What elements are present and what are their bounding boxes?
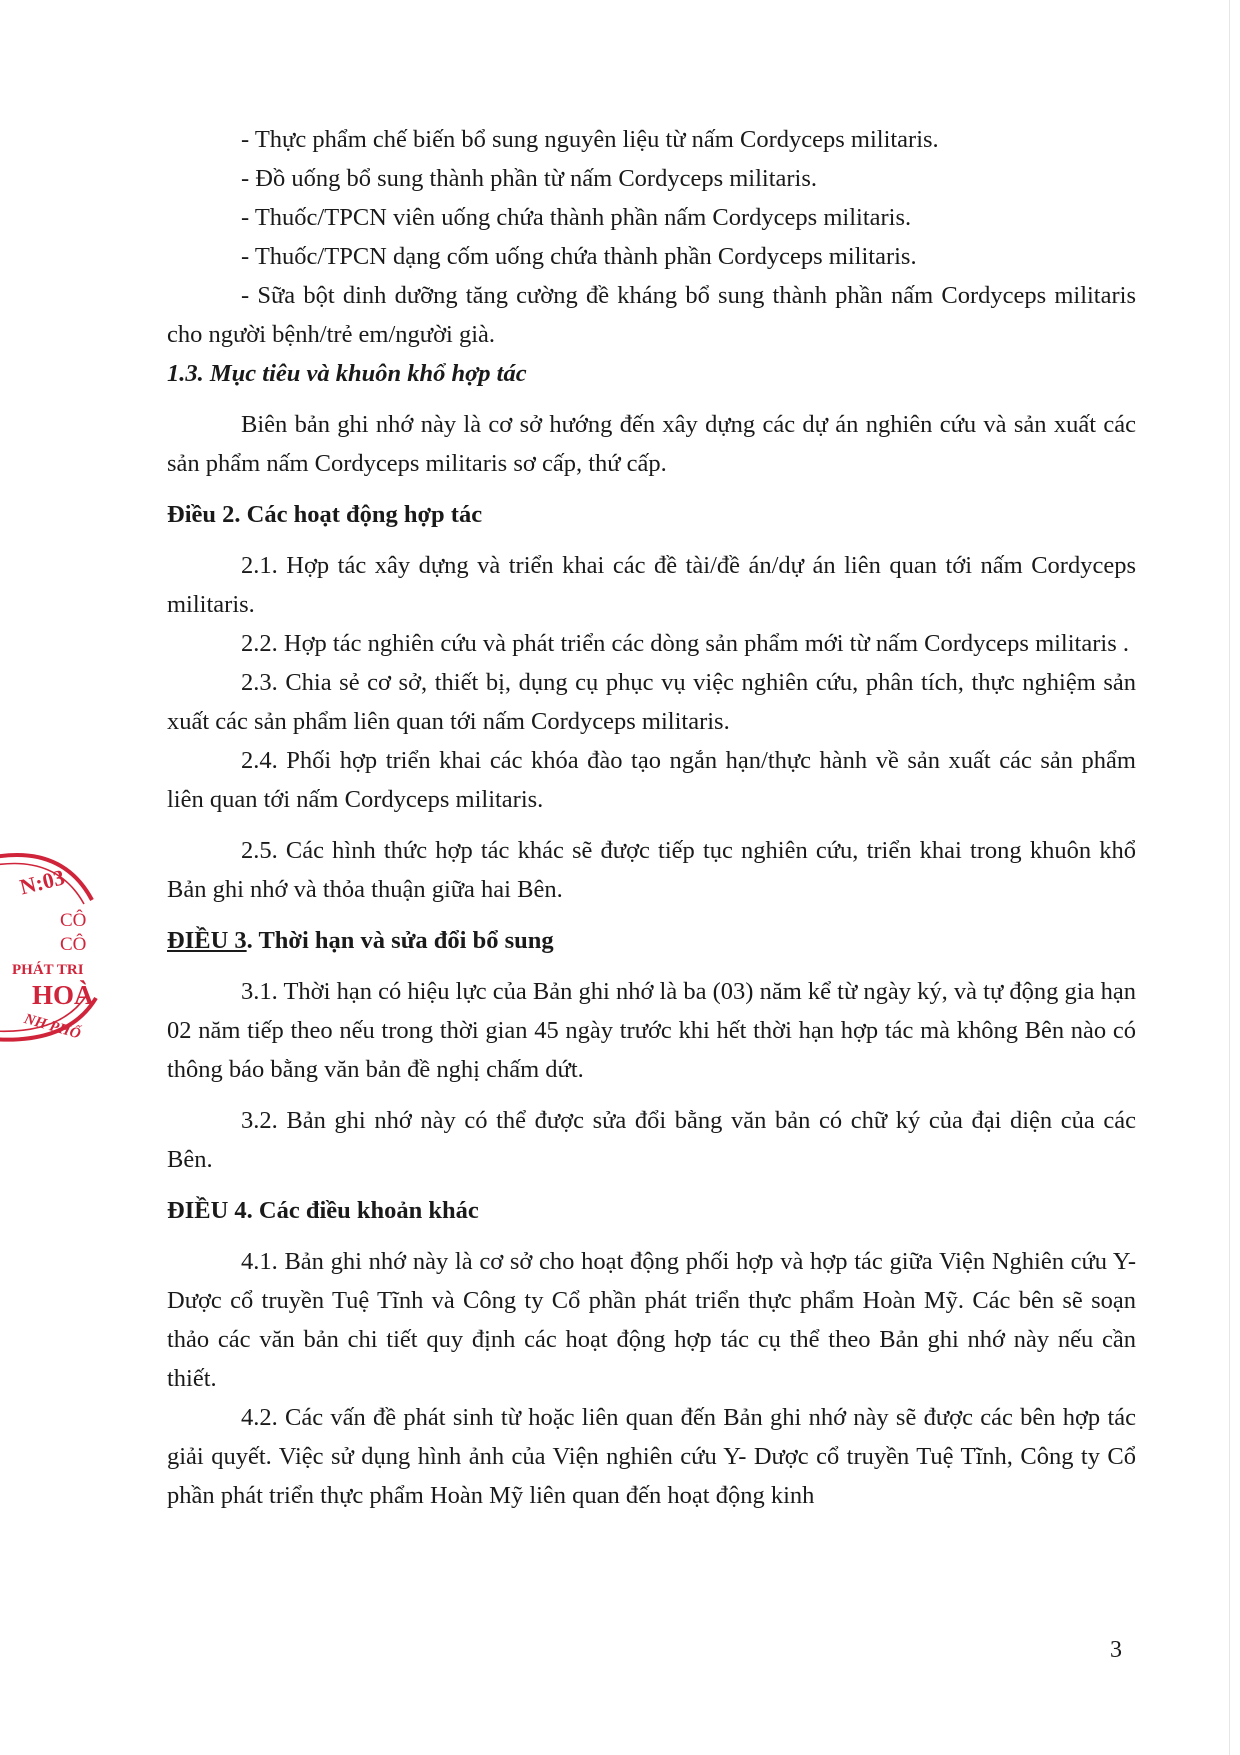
seal-text-line: CÔ xyxy=(60,934,87,955)
clause-4-2: 4.2. Các vấn đề phát sinh từ hoặc liên quan đến Bản ghi nhớ này sẽ được các bên hợp tác giải quyết. Việc sử dụng hình ảnh của Viện nghiên cứu Y- Dược cổ truyền Tuệ Tĩnh, Công ty Cổ phần phát triển thực phẩm Hoàn Mỹ liên quan đến hoạt động kinh xyxy=(167,1404,1136,1509)
seal-text-line: NH PHỐ xyxy=(22,1011,83,1043)
company-seal xyxy=(0,838,102,1058)
clause-2-1: 2.1. Hợp tác xây dựng và triển khai các đề tài/đề án/dự án liên quan tới nấm Cordyceps militaris. xyxy=(167,552,1136,618)
paragraph: Biên bản ghi nhớ này là cơ sở hướng đến xây dựng các dự án nghiên cứu và sản xuất các sản phẩm nấm Cordyceps militaris sơ cấp, thứ cấp. xyxy=(167,411,1136,477)
clause-3-2: 3.2. Bản ghi nhớ này có thể được sửa đổi bằng văn bản có chữ ký của đại diện của các Bên. xyxy=(167,1107,1136,1173)
clause-2-3: 2.3. Chia sẻ cơ sở, thiết bị, dụng cụ phục vụ việc nghiên cứu, phân tích, thực nghiệm sản xuất các sản phẩm liên quan tới nấm Cordyceps militaris. xyxy=(167,669,1136,735)
list-item: - Sữa bột dinh dưỡng tăng cường đề kháng bổ sung thành phần nấm Cordyceps militaris cho người bệnh/trẻ em/người già. xyxy=(167,282,1136,348)
list-item: - Thực phẩm chế biến bổ sung nguyên liệu từ nấm Cordyceps militaris. xyxy=(241,126,939,153)
clause-2-4: 2.4. Phối hợp triển khai các khóa đào tạo ngắn hạn/thực hành về sản xuất các sản phẩm liên quan tới nấm Cordyceps militaris. xyxy=(167,747,1136,813)
list-item: - Thuốc/TPCN viên uống chứa thành phần nấm Cordyceps militaris. xyxy=(241,204,912,231)
article-3-title: . Thời hạn và sửa đổi bổ sung xyxy=(246,927,554,954)
seal-text-line: CÔ xyxy=(60,910,87,931)
seal-text-name: HOÀ xyxy=(32,980,94,1010)
clause-2-2: 2.2. Hợp tác nghiên cứu và phát triển các dòng sản phẩm mới từ nấm Cordyceps militaris . xyxy=(241,630,1129,657)
list-item: - Thuốc/TPCN dạng cốm uống chứa thành phần Cordyceps militaris. xyxy=(241,243,917,270)
page-number: 3 xyxy=(1110,1637,1122,1663)
document-body xyxy=(167,120,1136,1515)
article-3-heading xyxy=(167,921,1136,960)
page-edge xyxy=(1229,0,1230,1755)
clause-2-5: 2.5. Các hình thức hợp tác khác sẽ được tiếp tục nghiên cứu, triển khai trong khuôn khổ Bản ghi nhớ và thỏa thuận giữa hai Bên. xyxy=(167,837,1136,903)
clause-3-1: 3.1. Thời hạn có hiệu lực của Bản ghi nhớ là ba (03) năm kể từ ngày ký, và tự động gia hạn 02 năm tiếp theo nếu trong thời gian 45 ngày trước khi hết thời hạn hợp tác mà không Bên nào có thông báo bằng văn bản đề nghị chấm dứt. xyxy=(167,978,1136,1083)
list-item: - Đồ uống bổ sung thành phần từ nấm Cordyceps militaris. xyxy=(241,165,818,192)
article-3-label: ĐIỀU 3 xyxy=(167,927,247,954)
article-4-heading: ĐIỀU 4. Các điều khoản khác xyxy=(167,1197,479,1224)
seal-text-number: N:03 xyxy=(17,864,68,900)
seal-text-line: PHÁT TRI xyxy=(12,962,84,978)
section-heading-1-3: 1.3. Mục tiêu và khuôn khổ hợp tác xyxy=(167,360,527,387)
article-2-heading: Điều 2. Các hoạt động hợp tác xyxy=(167,501,483,528)
clause-4-1: 4.1. Bản ghi nhớ này là cơ sở cho hoạt động phối hợp và hợp tác giữa Viện Nghiên cứu Y- Dược cổ truyền Tuệ Tĩnh và Công ty Cổ phần phát triển thực phẩm Hoàn Mỹ. Các bên sẽ soạn thảo các văn bản chi tiết quy định các hoạt động hợp tác cụ thể theo Bản ghi nhớ này nếu cần thiết. xyxy=(167,1248,1136,1392)
